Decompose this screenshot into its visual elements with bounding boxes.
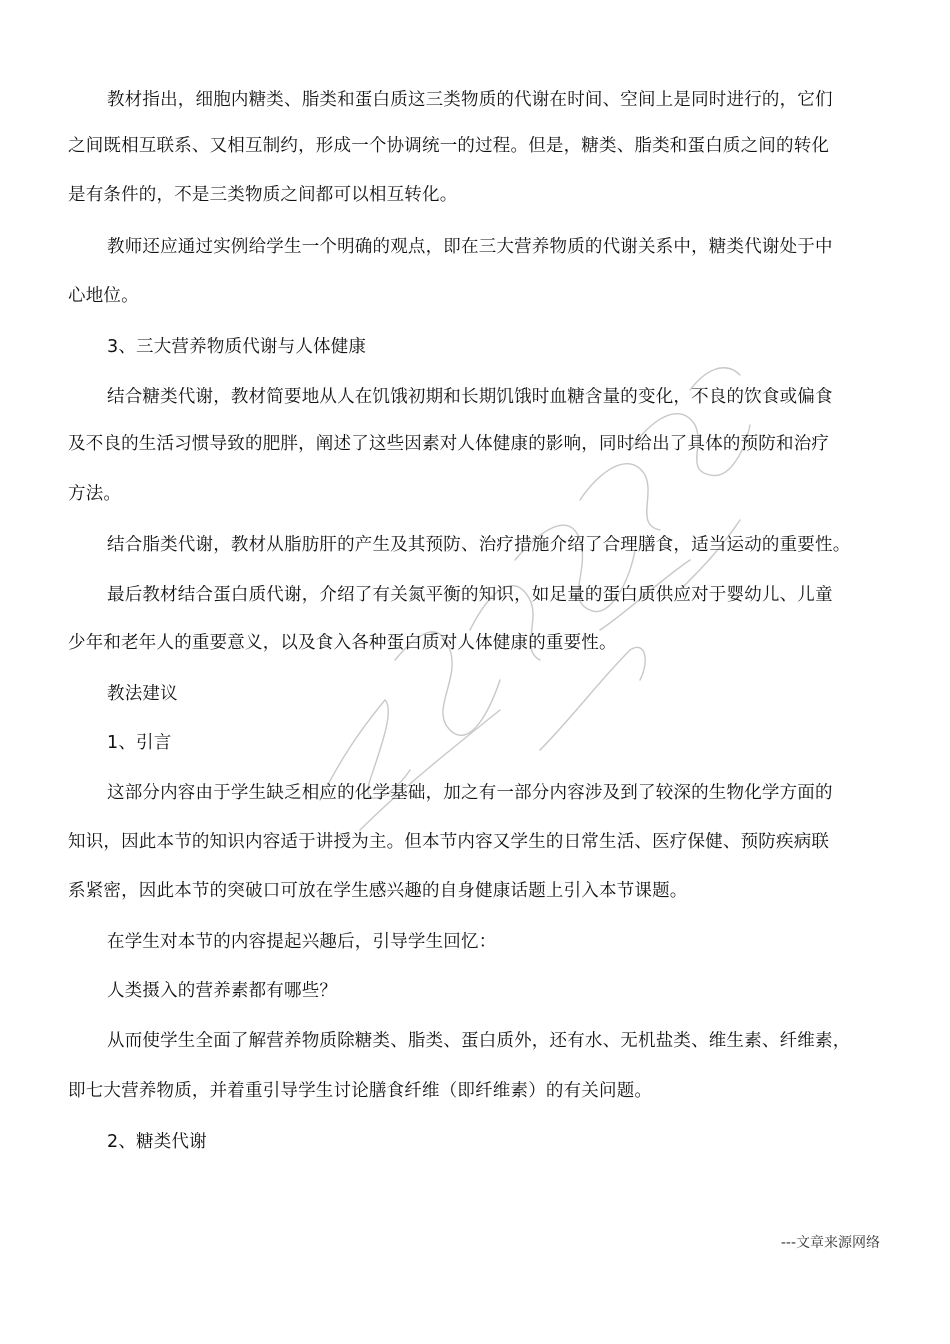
paragraph-line: 在学生对本节的内容提起兴趣后，引导学生回忆： — [107, 932, 497, 952]
paragraph-line: 及不良的生活习惯导致的肥胖，阐述了这些因素对人体健康的影响，同时给出了具体的预防和治疗 — [68, 434, 830, 454]
paragraph-line: 少年和老年人的重要意义，以及食入各种蛋白质对人体健康的重要性。 — [68, 633, 617, 653]
paragraph-line: 是有条件的，不是三类物质之间都可以相互转化。 — [68, 185, 458, 205]
section-heading: 2、糖类代谢 — [107, 1132, 207, 1152]
paragraph-line: 最后教材结合蛋白质代谢，介绍了有关氮平衡的知识，如足量的蛋白质供应对于婴幼儿、儿童 — [107, 585, 833, 605]
paragraph-line: 即七大营养物质，并着重引导学生讨论膳食纤维（即纤维素）的有关问题。 — [68, 1081, 653, 1101]
paragraph-line: 这部分内容由于学生缺乏相应的化学基础，加之有一部分内容涉及到了较深的生物化学方面的 — [107, 783, 833, 803]
paragraph-line: 结合脂类代谢，教材从脂肪肝的产生及其预防、治疗措施介绍了合理膳食，适当运动的重要性。 — [107, 535, 851, 555]
paragraph-line: 系紧密，因此本节的突破口可放在学生感兴趣的自身健康话题上引入本节课题。 — [68, 881, 688, 901]
paragraph-line: 教师还应通过实例给学生一个明确的观点，即在三大营养物质的代谢关系中，糖类代谢处于中 — [107, 237, 833, 257]
paragraph-line: 人类摄入的营养素都有哪些？ — [107, 981, 338, 1001]
paragraph-line: 方法。 — [68, 484, 122, 504]
paragraph-line: 结合糖类代谢，教材简要地从人在饥饿初期和长期饥饿时血糖含量的变化，不良的饮食或偏食 — [107, 387, 833, 407]
section-heading: 1、引言 — [107, 733, 172, 753]
section-heading: 3、三大营养物质代谢与人体健康 — [107, 337, 367, 357]
paragraph-line: 之间既相互联系、又相互制约，形成一个协调统一的过程。但是，糖类、脂类和蛋白质之间的转化 — [68, 136, 830, 156]
paragraph-line: 从而使学生全面了解营养物质除糖类、脂类、蛋白质外，还有水、无机盐类、维生素、纤维素， — [107, 1031, 851, 1051]
paragraph-line: 心地位。 — [68, 286, 139, 306]
paragraph-line: 教材指出，细胞内糖类、脂类和蛋白质这三类物质的代谢在时间、空间上是同时进行的，它们 — [107, 90, 833, 110]
source-footer: ---文章来源网络 — [780, 1235, 880, 1251]
section-heading: 教法建议 — [107, 684, 178, 704]
paragraph-line: 知识，因此本节的知识内容适于讲授为主。但本节内容又学生的日常生活、医疗保健、预防疾病联 — [68, 832, 830, 852]
